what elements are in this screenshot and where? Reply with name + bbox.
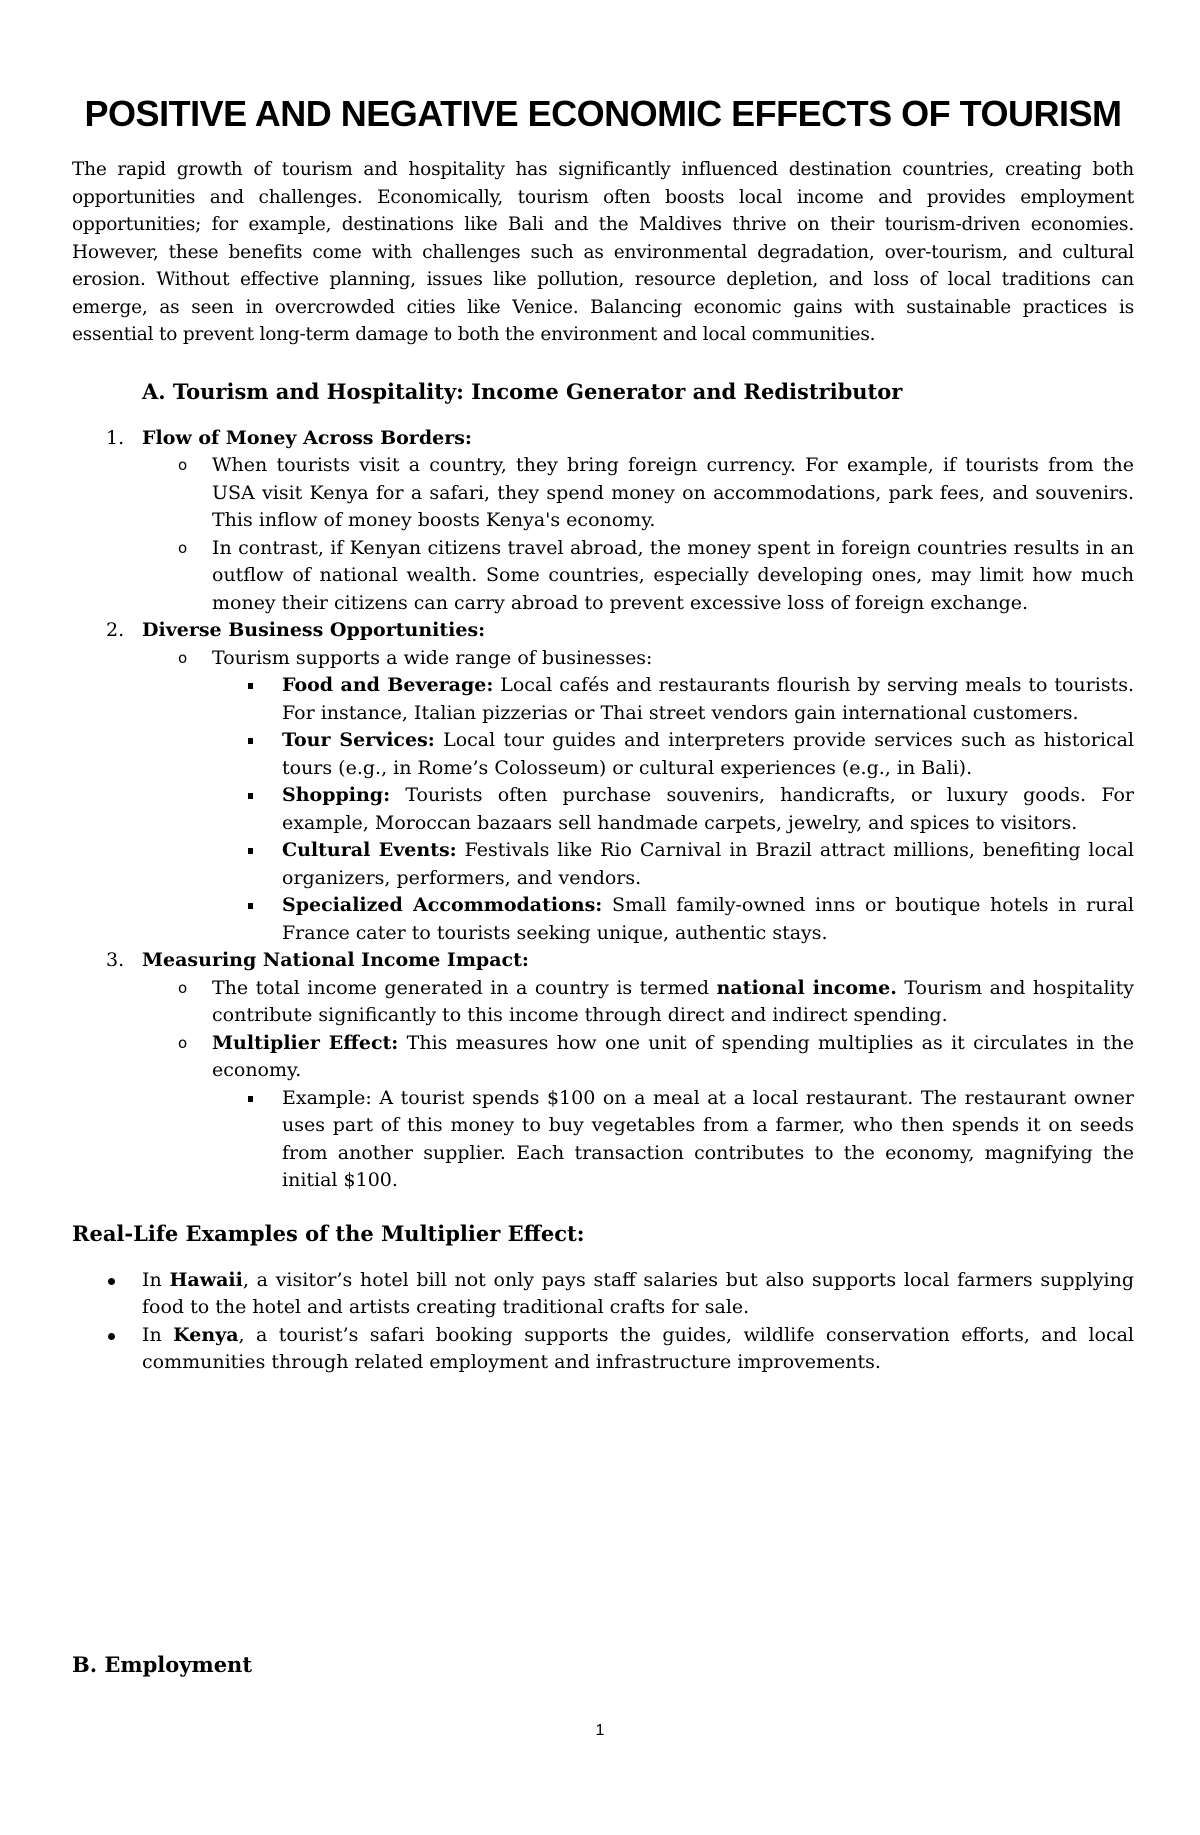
example-list (212, 1085, 1134, 1195)
circle-bullet-icon: o (178, 538, 188, 557)
sub-item-text: When tourists visit a country, they bring foreign currency. For example, if tourists from the USA visit Kenya for a safari, they spend money on accommodations, park fees, and souvenirs. This inflow of money boosts Kenya's economy. (212, 454, 1134, 531)
place-name: Kenya (173, 1323, 239, 1346)
intro-paragraph: The rapid growth of tourism and hospitality has significantly influenced destination countries, creating both opportunities and challenges. Economically, tourism often boosts local income and provides employment opportunities; for example, destinations like Bali and the Maldives thrive on their tourism-driven economies. However, these benefits come with challenges such as environmental degradation, over-tourism, and cultural erosion. Without effective planning, issues like pollution, resource depletion, and loss of local traditions can emerge, as seen in overcrowded cities like Venice. Balancing economic gains with sustainable practices is essential to prevent long-term damage to both the environment and local communities. (72, 159, 1134, 345)
business-item (212, 782, 1134, 837)
business-item (212, 672, 1134, 727)
square-bullet-icon (248, 848, 253, 854)
sub-item-emphasis: national income. (716, 976, 897, 999)
item-heading: Measuring National Income Impact: (142, 949, 529, 971)
place-name: Hawaii (169, 1268, 243, 1291)
example-text: In (142, 1268, 170, 1291)
business-item (212, 727, 1134, 782)
real-life-item (72, 1322, 1134, 1377)
list-item-flow-of-money (72, 425, 1134, 618)
list-number: 2. (106, 619, 125, 641)
item-heading: Diverse Business Opportunities: (142, 619, 486, 641)
list-number: 3. (106, 949, 125, 971)
circle-bullet-icon: o (178, 456, 188, 474)
item-heading: Flow of Money Across Borders: (142, 426, 472, 449)
business-label: Shopping: (282, 784, 391, 806)
sub-item-emphasis: Multiplier Effect: (212, 1031, 399, 1054)
sub-list (142, 645, 1134, 948)
sub-list-item (142, 1030, 1134, 1195)
square-bullet-icon (248, 1096, 253, 1102)
business-item (212, 892, 1134, 947)
real-life-list (72, 1267, 1134, 1377)
sub-item-text: Tourism supports a wide range of businesses: (212, 646, 653, 669)
sub-list (142, 975, 1134, 1195)
sub-list-item (142, 535, 1134, 618)
circle-bullet-icon: o (178, 648, 188, 667)
dot-bullet-icon (108, 1333, 115, 1340)
section-b-heading: B. Employment (72, 1652, 253, 1677)
list-item-national-income (72, 947, 1134, 1195)
sub-item-text: Tourism and hospitality contribute significantly to this income through direct and indirect spending. (212, 976, 1134, 1026)
section-a-heading: A. Tourism and Hospitality: Income Generator and Redistributor (142, 378, 903, 404)
business-text: Small family-owned inns or boutique hotels in rural France cater to tourists seeking unique, authentic stays. (282, 894, 1134, 944)
sub-list-item (142, 645, 1134, 948)
page-content (72, 70, 1134, 1377)
document-title: POSITIVE AND NEGATIVE ECONOMIC EFFECTS OF TOURISM (84, 93, 1122, 134)
section-a-list (72, 425, 1134, 1195)
business-text: Local tour guides and interpreters provide services such as historical tours (e.g., in Rome’s Colosseum) or cultural experiences (e.g., in Bali). (282, 729, 1134, 779)
page-number: 1 (595, 1722, 605, 1739)
circle-bullet-icon: o (178, 1033, 188, 1052)
business-list (212, 672, 1134, 947)
square-bullet-icon (248, 903, 253, 909)
business-item (212, 837, 1134, 892)
sub-item-text: In contrast, if Kenyan citizens travel abroad, the money spent in foreign countries results in an outflow of national wealth. Some countries, especially developing ones, may limit how much money their citizens can carry abroad to prevent excessive loss of foreign exchange. (212, 536, 1134, 614)
business-text: Festivals like Rio Carnival in Brazil attract millions, benefiting local organizers, performers, and vendors. (282, 839, 1134, 889)
example-text: Example: A tourist spends $100 on a meal at a local restaurant. The restaurant owner uses part of this money to buy vegetables from a farmer, who then spends it on seeds from another supplier. Each transaction contributes to the economy, magnifying the initial $100. (282, 1086, 1134, 1191)
sub-item-text: This measures how one unit of spending multiplies as it circulates in the economy. (212, 1031, 1134, 1081)
real-life-item (72, 1267, 1134, 1322)
business-label: Food and Beverage: (282, 674, 494, 696)
square-bullet-icon (248, 793, 253, 799)
business-text: Tourists often purchase souvenirs, handicrafts, or luxury goods. For example, Moroccan bazaars sell handmade carpets, jewelry, and spices to visitors. (282, 784, 1134, 834)
square-bullet-icon (248, 738, 253, 744)
sub-list-item (142, 975, 1134, 1030)
list-number: 1. (106, 426, 125, 449)
square-bullet-icon (248, 683, 253, 689)
sub-list-item (142, 452, 1134, 535)
list-item-business-opportunities (72, 617, 1134, 947)
circle-bullet-icon: o (178, 978, 188, 997)
business-label: Specialized Accommodations: (282, 894, 603, 916)
example-item (212, 1085, 1134, 1195)
example-text: In (142, 1323, 174, 1346)
business-label: Tour Services: (282, 729, 435, 751)
sub-list (142, 452, 1134, 617)
example-text: , a visitor’s hotel bill not only pays staff salaries but also supports local farmers supplying food to the hotel and artists creating traditional crafts for sale. (142, 1268, 1134, 1318)
example-text: , a tourist’s safari booking supports the guides, wildlife conservation efforts, and local communities through related employment and infrastructure improvements. (142, 1323, 1134, 1373)
business-label: Cultural Events: (282, 839, 457, 861)
dot-bullet-icon (108, 1278, 115, 1285)
sub-item-text: The total income generated in a country is termed (212, 976, 717, 999)
real-life-heading: Real-Life Examples of the Multiplier Effect: (72, 1220, 585, 1246)
business-text: Local cafés and restaurants flourish by serving meals to tourists. For instance, Italian pizzerias or Thai street vendors gain international customers. (282, 674, 1134, 724)
